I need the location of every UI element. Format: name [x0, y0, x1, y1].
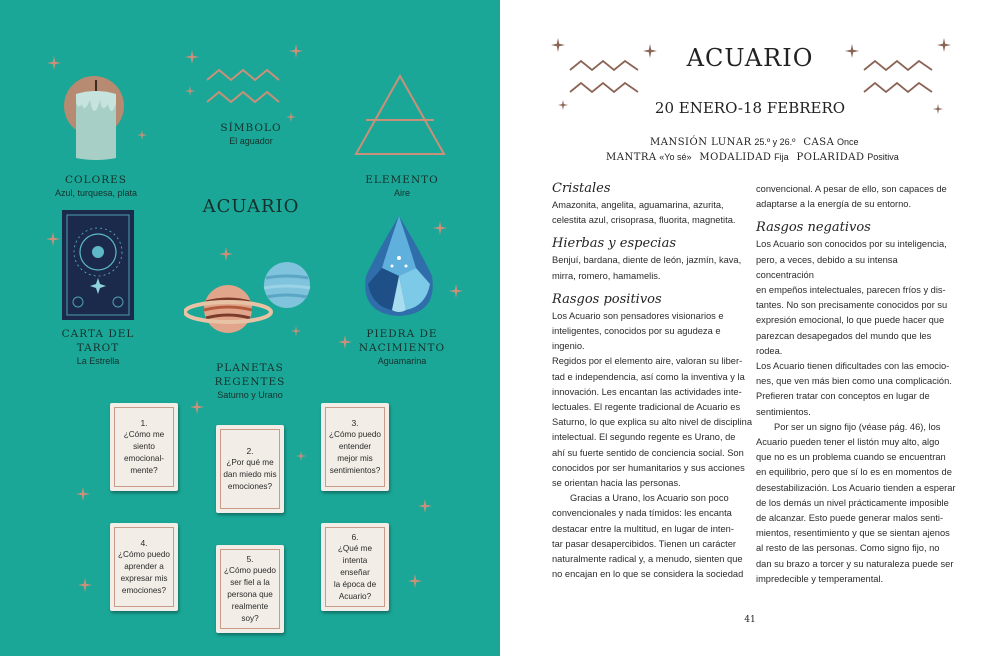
casa-label: CASA	[803, 137, 835, 148]
sparkle-star-icon	[219, 247, 233, 261]
card-line: la época de	[333, 580, 377, 589]
text-line: tantes. No son precisamente conocidos por su	[756, 300, 948, 311]
modalidad-value: Fija	[774, 152, 789, 162]
card-number: 2.	[246, 446, 254, 456]
text-line: tar pasar desapercibidos. Tienen un carácter	[552, 538, 736, 549]
card-line: sentimientos?	[329, 466, 381, 475]
text-line: sentimientos.	[756, 406, 811, 417]
sparkle-star-icon	[845, 44, 859, 58]
card-line: realmente soy?	[231, 602, 269, 623]
sparkle-star-icon	[408, 574, 422, 588]
question-card-2	[216, 425, 284, 513]
saturn-planet-icon	[184, 276, 274, 342]
text-line: parezcan desapegados del mundo que les rodea.	[756, 330, 932, 356]
sparkle-star-icon	[185, 50, 199, 64]
sparkle-star-icon	[289, 44, 303, 58]
card-line: siento	[133, 442, 155, 451]
card-line: emociones?	[227, 482, 273, 491]
planets-value: Saturno y Urano	[217, 390, 283, 400]
text-line: Acuario pueden tener el listón muy alto, algo	[756, 437, 940, 448]
stone-caption	[352, 327, 452, 367]
card-line: ¿Cómo me	[123, 430, 165, 439]
card-line: ¿Cómo puedo	[224, 566, 276, 575]
colors-label: COLORES	[65, 174, 127, 186]
text-line: no encajan en lo que se considera la sociedad	[552, 569, 744, 580]
text-line: ahí su fuerte sentido de conciencia social. Son	[552, 447, 744, 458]
text-line: innovación. Les encantan las actividades inte-	[552, 386, 742, 397]
modalidad-label: MODALIDAD	[699, 152, 772, 163]
sparkle-star-icon	[76, 487, 90, 501]
text-line: Los Acuario tienen dificultades con las emocio-	[756, 361, 950, 372]
planets-caption	[180, 361, 320, 401]
sparkle-star-icon	[137, 130, 147, 140]
mantra-label: MANTRA	[606, 152, 657, 163]
text-line: convencional. A pesar de ello, son capaces de	[756, 184, 947, 194]
card-number: 3.	[351, 418, 359, 428]
text-line: Por ser un signo fijo (véase pág. 46), los	[774, 421, 941, 432]
stone-label-line2: NACIMIENTO	[358, 342, 446, 354]
aquarius-symbol-icon	[568, 58, 642, 98]
stone-value: Aguamarina	[377, 356, 427, 366]
symbol-label: SÍMBOLO	[220, 122, 282, 134]
text-line: Amazonita, angelita, aguamarina, azurita,	[552, 200, 724, 210]
text-line: Regidos por el elemento aire, valoran su liber-	[552, 356, 743, 367]
text-line: celestita azul, crisoprasa, fluorita, magnetita.	[552, 215, 736, 226]
text-line: impredecible y temperamental.	[756, 573, 884, 584]
text-line: se orientan hacia las personas.	[552, 478, 681, 489]
text-line: de los demás un nivel prácticamente imposible	[756, 497, 949, 508]
text-line: inteligentes, conocidos por su agudeza e ingenio.	[552, 326, 721, 352]
text-line: conocidos por ser humanitarios y sus acciones	[552, 462, 745, 473]
sparkle-star-icon	[418, 499, 432, 513]
question-card-3	[321, 403, 389, 491]
sparkle-star-icon	[190, 400, 204, 414]
text-line: naturalmente radical y, a menudo, sienten que	[552, 554, 743, 565]
sparkle-star-icon	[291, 326, 301, 336]
sparkle-star-icon	[185, 86, 195, 96]
card-line: ¿Cómo puedo	[329, 430, 381, 439]
card-line: dan miedo mis	[223, 470, 277, 479]
question-card-1	[110, 403, 178, 491]
symbol-value: El aguador	[229, 136, 273, 146]
text-line: pero, a veces, debido a su intensa concentración	[756, 254, 898, 280]
text-line: desestabilización. Los Acuario tienden a esperar	[756, 482, 956, 493]
sparkle-star-icon	[296, 451, 306, 461]
aquarius-symbol-icon	[205, 66, 283, 110]
mansion-label: MANSIÓN LUNAR	[650, 137, 752, 148]
card-line: ¿Cómo puedo	[118, 550, 170, 559]
colors-caption	[36, 173, 156, 199]
text-line: Gracias a Urano, los Acuario son poco	[570, 493, 729, 504]
text-line: destacar entre la multitud, en lugar de inten-	[552, 523, 734, 534]
sparkle-star-icon	[338, 335, 352, 349]
card-line: emocional-	[123, 454, 165, 463]
page-number: 41	[744, 615, 756, 625]
hierbas-heading: Hierbas y especias	[552, 236, 676, 252]
text-column-right	[756, 182, 956, 587]
aquamarine-gem-icon	[362, 214, 436, 318]
sparkle-star-icon	[551, 38, 565, 52]
card-number: 6.	[351, 532, 359, 542]
card-number: 1.	[140, 418, 148, 428]
text-line: intelectual. El segundo regente es Urano, de	[552, 432, 736, 443]
sparkle-star-icon	[449, 284, 463, 298]
text-line: en empeños intelectuales, parecen fríos y dis-	[756, 285, 946, 296]
mansion-value: 25.º y 26.º	[754, 137, 796, 147]
sparkle-star-icon	[46, 232, 60, 246]
card-number: 5.	[246, 554, 254, 564]
text-line: mirra, romero, hamamelis.	[552, 270, 661, 281]
text-line: expresión emocional, lo que puede hacer que	[756, 315, 945, 326]
card-line: entender	[338, 442, 372, 451]
sparkle-star-icon	[78, 578, 92, 592]
sparkle-star-icon	[47, 56, 61, 70]
question-card-4	[110, 523, 178, 611]
element-label: ELEMENTO	[365, 174, 439, 186]
card-line: intenta enseñar	[340, 556, 370, 577]
stone-label-line1: PIEDRA DE	[366, 328, 438, 340]
candle-icon	[56, 74, 138, 164]
card-number: 4.	[140, 538, 148, 548]
sparkle-star-icon	[933, 104, 943, 114]
text-line: Saturno, lo que explica su alto nivel de disciplina	[552, 417, 753, 428]
text-line: Los Acuario son conocidos por su inteligencia,	[756, 239, 947, 250]
card-line: ¿Por qué me	[226, 458, 274, 467]
text-line: en equilibrio, pero que sí lo es en momentos de	[756, 467, 952, 478]
air-element-icon	[352, 70, 448, 160]
casa-value: Once	[836, 137, 859, 147]
card-line: aprender a	[124, 562, 164, 571]
text-line: Prefieren tratar con conceptos en lugar de	[756, 391, 930, 402]
text-line: tad e independencia, así como la inventiva y la	[552, 371, 745, 382]
right-page	[500, 0, 1000, 656]
date-range: 20 ENERO-18 FEBRERO	[654, 99, 846, 117]
text-line: adaptarse a la energía de su entorno.	[756, 199, 912, 210]
sparkle-star-icon	[558, 100, 568, 110]
question-card-6	[321, 523, 389, 611]
text-line: Benjuí, bardana, diente de león, jazmín, kava,	[552, 255, 742, 266]
text-line: de alcanzar. Esto puede generar malos senti-	[756, 513, 944, 524]
text-line: mientos, resentimiento y que se sientan ajenos	[756, 528, 950, 539]
sparkle-star-icon	[937, 38, 951, 52]
text-line: nes, que ven más bien como una complicación.	[756, 376, 952, 387]
tarot-value: La Estrella	[76, 356, 120, 366]
uranus-planet-icon	[262, 260, 312, 310]
card-line: ser fiel a la	[230, 578, 270, 587]
text-line: Los Acuario son pensadores visionarios e	[552, 310, 724, 321]
tarot-card-icon	[62, 210, 134, 320]
text-line: convencionales y nada tímidos: les encanta	[552, 508, 732, 519]
aquarius-symbol-icon	[862, 58, 936, 98]
meta-row-1	[650, 137, 858, 148]
element-value: Aire	[393, 188, 410, 198]
tarot-label: CARTA DEL TAROT	[61, 328, 135, 354]
left-page-title: ACUARIO	[202, 196, 300, 217]
card-line: Acuario?	[338, 592, 372, 601]
sparkle-star-icon	[643, 44, 657, 58]
text-column-left	[552, 180, 752, 582]
cristales-heading: Cristales	[552, 181, 611, 196]
meta-row-2	[606, 152, 899, 163]
polaridad-value: Positiva	[867, 152, 899, 162]
text-line: lectuales. El regente tradicional de Acuario es	[552, 402, 741, 413]
card-line: ¿Qué me	[337, 544, 373, 553]
negativos-heading: Rasgos negativos	[756, 220, 871, 236]
card-line: persona que	[227, 590, 273, 599]
right-page-title: ACUARIO	[686, 44, 814, 72]
card-line: expresar mis	[120, 574, 168, 583]
symbol-caption	[196, 121, 306, 147]
text-line: al resto de las personas. Como signo fijo, no	[756, 543, 940, 554]
card-line: mente?	[130, 466, 158, 475]
polaridad-label: POLARIDAD	[796, 152, 865, 163]
element-caption	[352, 173, 452, 199]
question-card-5	[216, 545, 284, 633]
text-line: que no es un problema cuando se encuentran	[756, 452, 946, 463]
colors-value: Azul, turquesa, plata	[54, 188, 138, 198]
card-line: mejor mis	[337, 454, 373, 463]
planets-label: PLANETAS REGENTES	[214, 362, 286, 388]
mantra-value: «Yo sé»	[659, 152, 692, 162]
positivos-heading: Rasgos positivos	[552, 291, 662, 307]
card-line: emociones?	[121, 586, 167, 595]
text-line: dan su brazo a torcer y su naturaleza puede ser	[756, 558, 954, 569]
tarot-caption	[40, 327, 156, 367]
